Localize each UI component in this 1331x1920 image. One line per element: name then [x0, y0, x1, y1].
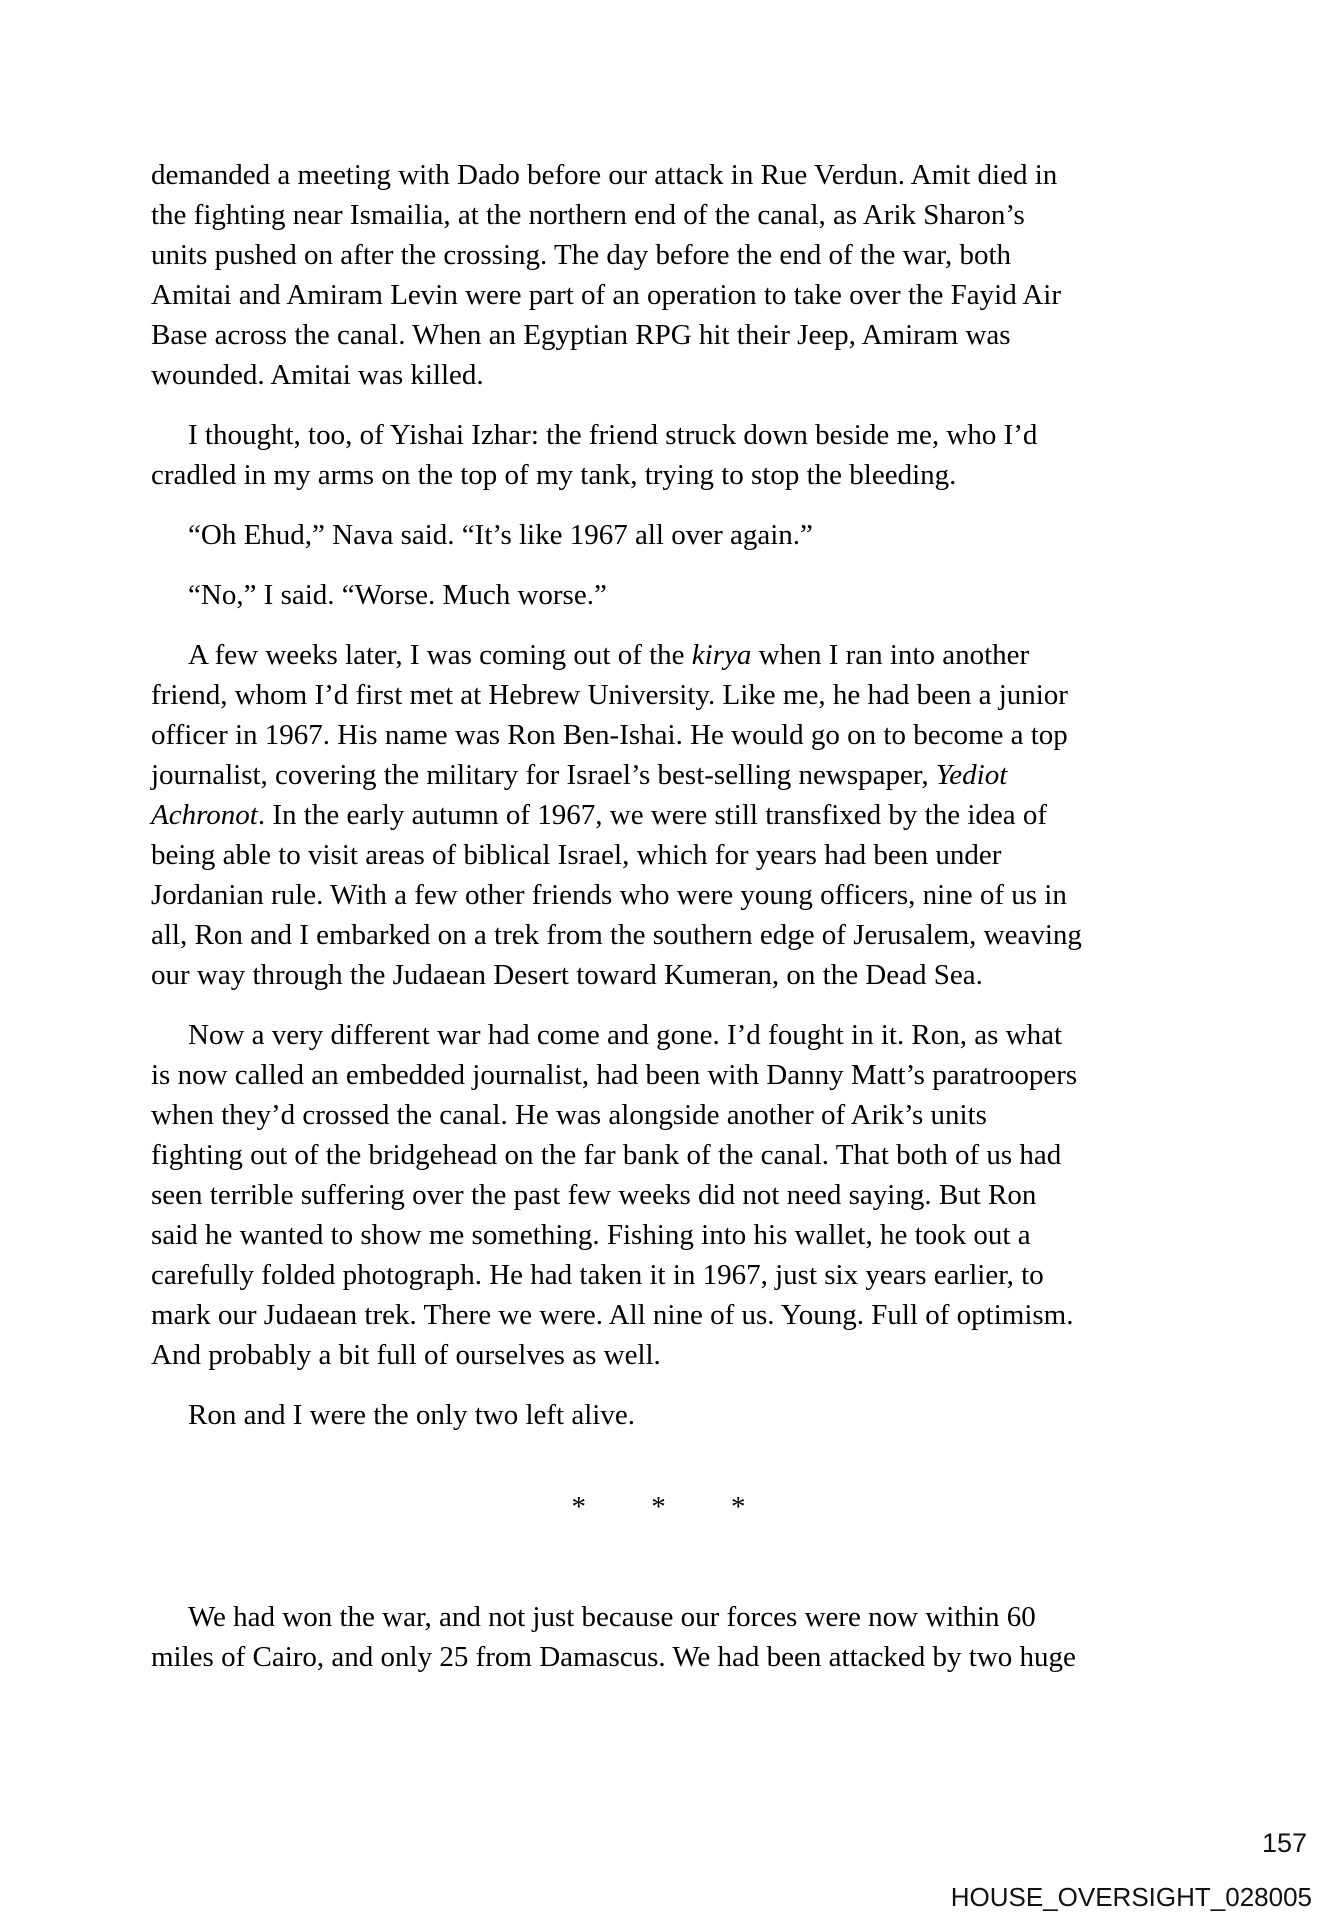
- page-body: [151, 155, 1166, 1677]
- text-run: And probably a bit full of ourselves as well.: [151, 1339, 661, 1371]
- paragraph: [151, 155, 1166, 395]
- text-line: [151, 275, 1166, 315]
- text-run: fighting out of the bridgehead on the far bank of the canal. That both of us had: [151, 1139, 1062, 1171]
- text-run: Base across the canal. When an Egyptian RPG hit their Jeep, Amiram was: [151, 319, 1011, 351]
- paragraph: [151, 1395, 1166, 1435]
- text-line: [151, 1295, 1166, 1335]
- text-run: A few weeks later, I was coming out of the: [188, 639, 692, 671]
- text-line: [151, 1015, 1166, 1055]
- paragraph: [151, 415, 1166, 495]
- text-run: when I ran into another: [751, 639, 1030, 671]
- text-line: [151, 1255, 1166, 1295]
- text-run: . In the early autumn of 1967, we were still transfixed by the idea of: [257, 799, 1048, 831]
- text-line: [151, 915, 1166, 955]
- page-number: 157: [1261, 1828, 1307, 1858]
- italic-text: Achronot: [151, 799, 258, 831]
- text-line: [151, 575, 1166, 615]
- text-line: [151, 1055, 1166, 1095]
- text-line: [151, 875, 1166, 915]
- text-line: [151, 1597, 1166, 1637]
- text-line: [151, 515, 1166, 555]
- text-line: [151, 1175, 1166, 1215]
- text-run: wounded. Amitai was killed.: [151, 359, 484, 391]
- text-run: units pushed on after the crossing. The day before the end of the war, both: [151, 239, 1012, 271]
- text-run: Jordanian rule. With a few other friends who were young officers, nine of us in: [151, 879, 1067, 911]
- text-run: journalist, covering the military for Israel’s best-selling newspaper,: [151, 759, 936, 791]
- text-line: [151, 415, 1166, 455]
- text-run: our way through the Judaean Desert toward Kumeran, on the Dead Sea.: [151, 959, 983, 991]
- text-run: “No,” I said. “Worse. Much worse.”: [188, 579, 607, 611]
- text-run: demanded a meeting with Dado before our attack in Rue Verdun. Amit died in: [151, 159, 1058, 191]
- italic-text: Yediot: [935, 759, 1008, 791]
- text-run: miles of Cairo, and only 25 from Damascus. We had been attacked by two huge: [151, 1641, 1076, 1673]
- text-line: [151, 835, 1166, 875]
- text-line: [151, 1637, 1166, 1677]
- paragraph: [151, 575, 1166, 615]
- text-run: “Oh Ehud,” Nava said. “It’s like 1967 all over again.”: [188, 519, 813, 551]
- text-line: [151, 155, 1166, 195]
- text-line: [151, 355, 1166, 395]
- text-line: [151, 795, 1166, 835]
- text-line: [151, 955, 1166, 995]
- paragraph: [151, 515, 1166, 555]
- text-run: We had won the war, and not just because our forces were now within 60: [188, 1601, 1036, 1633]
- text-line: [151, 1335, 1166, 1375]
- text-run: friend, whom I’d first met at Hebrew University. Like me, he had been a junior: [151, 679, 1068, 711]
- text-line: [151, 715, 1166, 755]
- text-line: [151, 635, 1166, 675]
- text-run: Ron and I were the only two left alive.: [188, 1399, 635, 1431]
- bates-stamp: HOUSE_OVERSIGHT_028005: [950, 1882, 1312, 1912]
- text-line: [151, 1095, 1166, 1135]
- paragraph: [151, 1597, 1166, 1677]
- text-run: being able to visit areas of biblical Israel, which for years had been under: [151, 839, 1002, 871]
- text-run: cradled in my arms on the top of my tank, trying to stop the bleeding.: [151, 459, 957, 491]
- text-run: I thought, too, of Yishai Izhar: the friend struck down beside me, who I’d: [188, 419, 1038, 451]
- text-run: mark our Judaean trek. There we were. All nine of us. Young. Full of optimism.: [151, 1299, 1074, 1331]
- text-line: [151, 755, 1166, 795]
- italic-text: kirya: [691, 639, 752, 671]
- text-run: Now a very different war had come and gone. I’d fought in it. Ron, as what: [188, 1019, 1063, 1051]
- text-run: officer in 1967. His name was Ron Ben-Ishai. He would go on to become a top: [151, 719, 1068, 751]
- text-run: Amitai and Amiram Levin were part of an operation to take over the Fayid Air: [151, 279, 1062, 311]
- text-run: said he wanted to show me something. Fishing into his wallet, he took out a: [151, 1219, 1031, 1251]
- text-line: [151, 1135, 1166, 1175]
- text-run: when they’d crossed the canal. He was alongside another of Arik’s units: [151, 1099, 987, 1131]
- text-run: all, Ron and I embarked on a trek from the southern edge of Jerusalem, weaving: [151, 919, 1082, 951]
- text-line: [151, 1215, 1166, 1255]
- section-break: * * *: [571, 1491, 746, 1523]
- text-run: seen terrible suffering over the past few weeks did not need saying. But Ron: [151, 1179, 1037, 1211]
- paragraph: [151, 635, 1166, 995]
- paragraph: [151, 1015, 1166, 1375]
- text-run: is now called an embedded journalist, had been with Danny Matt’s paratroopers: [151, 1059, 1078, 1091]
- text-line: [151, 455, 1166, 495]
- text-run: the fighting near Ismailia, at the northern end of the canal, as Arik Sharon’s: [151, 199, 1025, 231]
- text-line: [151, 195, 1166, 235]
- text-line: [151, 235, 1166, 275]
- text-run: carefully folded photograph. He had taken it in 1967, just six years earlier, to: [151, 1259, 1044, 1291]
- text-line: [151, 1395, 1166, 1435]
- text-line: [151, 315, 1166, 355]
- text-line: [151, 675, 1166, 715]
